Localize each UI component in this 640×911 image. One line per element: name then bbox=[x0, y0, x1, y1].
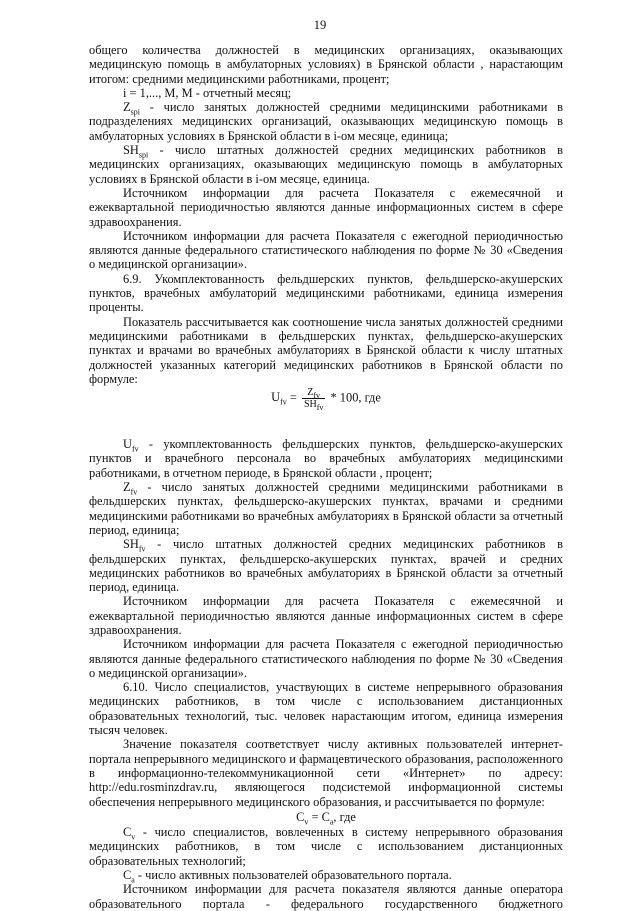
definition-text: - укомплектованность фельдшерских пунктов, фельдшерско-акушерских пунктов и врачебного персонала во врачебных амбулаториях медицинскими работниками, в отчетном периоде, в Брянской области , процент; bbox=[89, 437, 563, 480]
definition-text: - число штатных должностей средних медицинских работников в фельдшерских пунктах, фельдшерско-акушерских пунктах, врачей и средних медицинских работников во врачебных амбулаториях в Брянской области за отчетный период, единица. bbox=[89, 537, 563, 595]
symbol-sh: SH bbox=[123, 537, 139, 552]
paragraph-zspi-definition bbox=[89, 100, 563, 143]
fraction-numerator: $Z_{fv}$ bbox=[302, 387, 325, 399]
formula-lhs: $U_{fv}$ bbox=[271, 390, 287, 407]
symbol-u: U bbox=[123, 437, 132, 452]
symbol-subscript: fv bbox=[131, 444, 139, 454]
symbol-subscript: fv bbox=[130, 487, 138, 497]
paragraph-source-annual: Источником информации для расчета Показателя с ежегодной периодичностью являются данные федерального статистического наблюдения по форме № 30 «Сведения о медицинской организации». bbox=[89, 637, 563, 680]
symbol-z: Z bbox=[123, 480, 131, 495]
definition-text: - число специалистов, вовлеченных в систему непрерывного образования медицинских работников, в том числе с использованием дистанционных образовательных технологий; bbox=[89, 825, 563, 868]
paragraph-source-annual: Источником информации для расчета Показателя с ежегодной периодичностью являются данные федерального статистического наблюдения по форме № 30 «Сведения о медицинской организации». bbox=[89, 228, 563, 272]
paragraph-calculation-method: Показатель рассчитывается как соотношение числа занятых должностей средними медицинскими работниками в фельдшерских пунктах, фельдшерско-акушерских пунктах и врачами во врачебных амбулаториях в Брянской области к числу штатных должностей указанных категорий медицинских работников в Брянской области по формуле: bbox=[89, 314, 563, 386]
formula-ufv bbox=[89, 387, 563, 413]
paragraph-source-monthly: Источником информации для расчета Показателя с ежемесячной и ежеквартальной периодичностью являются данные информационных систем в сфере здравоохранения. bbox=[89, 594, 563, 637]
paragraph-shfv-definition bbox=[89, 537, 563, 594]
definition-text: - число занятых должностей средними медицинскими работниками в фельдшерских пунктах, фельдшерско-акушерских пунктах, врачами и средними медицинскими работниками во врачебных амбулаториях в Брянской области за отчетный период, единица; bbox=[89, 480, 563, 537]
document-body bbox=[89, 43, 563, 911]
paragraph-value-description: Значение показателя соответствует числу активных пользователей интернет-портала непрерывного медицинского и фармацевтического образования, расположенного в информационно-телекоммуникационной сети «Интернет» по адресу: http://edu.rosminzdrav.ru, являющегося подсистемой информационной системы обеспечения непрерывного медицинского образования, и рассчитывается по формуле: bbox=[89, 737, 563, 809]
paragraph-source-monthly: Источником информации для расчета Показателя с ежемесячной и ежеквартальной периодичностью являются данные информационных систем в сфере здравоохранения. bbox=[89, 185, 563, 229]
paragraph-continuation: общего количества должностей в медицинских организациях, оказывающих медицинскую помощь в амбулаторных условиях) в Брянской области , нарастающим итогом: средними медицинскими работниками, процент; bbox=[89, 43, 563, 86]
paragraph-ca-definition bbox=[89, 868, 563, 885]
formula-tail: * 100, где bbox=[327, 390, 381, 405]
section-heading-6-10: 6.10. Число специалистов, участвующих в системе непрерывного образования медицинских работников, в том числе с использованием дистанционных образовательных технологий, тыс. человек нарастающим итогом, единица измерения тысяч человек. bbox=[89, 680, 563, 738]
paragraph-source-operator: Источником информации для расчета показателя являются данные оператора образовательного портала - федерального государственного бюджетного bbox=[89, 882, 563, 911]
paragraph-ufv-definition bbox=[89, 437, 563, 480]
symbol-subscript: fv bbox=[138, 544, 146, 554]
symbol-sh: SH bbox=[123, 143, 139, 158]
paragraph-shspi-definition bbox=[89, 143, 563, 186]
symbol-c: C bbox=[123, 825, 132, 840]
formula-cv: $C_v = C_a$, где bbox=[296, 809, 356, 827]
definition-text: - число активных пользователей образовательного портала. bbox=[134, 868, 452, 883]
section-heading-6-9: 6.9. Укомплектованность фельдшерских пунктов, фельдшерско-акушерских пунктов, врачебных амбулаторий медицинскими работниками, единица измерения проценты. bbox=[89, 271, 563, 315]
symbol-z: Z bbox=[123, 100, 131, 115]
symbol-c: C bbox=[123, 868, 132, 883]
symbol-subscript: v bbox=[131, 832, 136, 842]
symbol-subscript: a bbox=[131, 875, 135, 885]
definition-text: - число штатных должностей средних медицинских работников в медицинских организациях, оказывающих медицинскую помощь в амбулаторных условиях в Брянской области в i-ом месяце, единица. bbox=[89, 143, 563, 186]
formula-fraction bbox=[302, 387, 325, 413]
definition-text: - число занятых должностей средними медицинскими работниками в подразделениях медицинских организаций, оказывающих медицинскую помощь в амбулаторных условиях в Брянской области в i-ом месяце, единица; bbox=[89, 100, 563, 143]
page-number: 19 bbox=[313, 18, 327, 32]
paragraph-cv-definition bbox=[89, 825, 563, 868]
formula-equals: = bbox=[286, 390, 300, 405]
symbol-subscript: spi bbox=[130, 107, 140, 117]
paragraph-index-definition: i = 1,..., M, M - отчетный месяц; bbox=[123, 85, 292, 100]
paragraph-zfv-definition bbox=[89, 480, 563, 537]
fraction-denominator: $SH_{fv}$ bbox=[303, 399, 324, 413]
spacer bbox=[89, 411, 563, 437]
symbol-subscript: spi bbox=[138, 150, 149, 160]
